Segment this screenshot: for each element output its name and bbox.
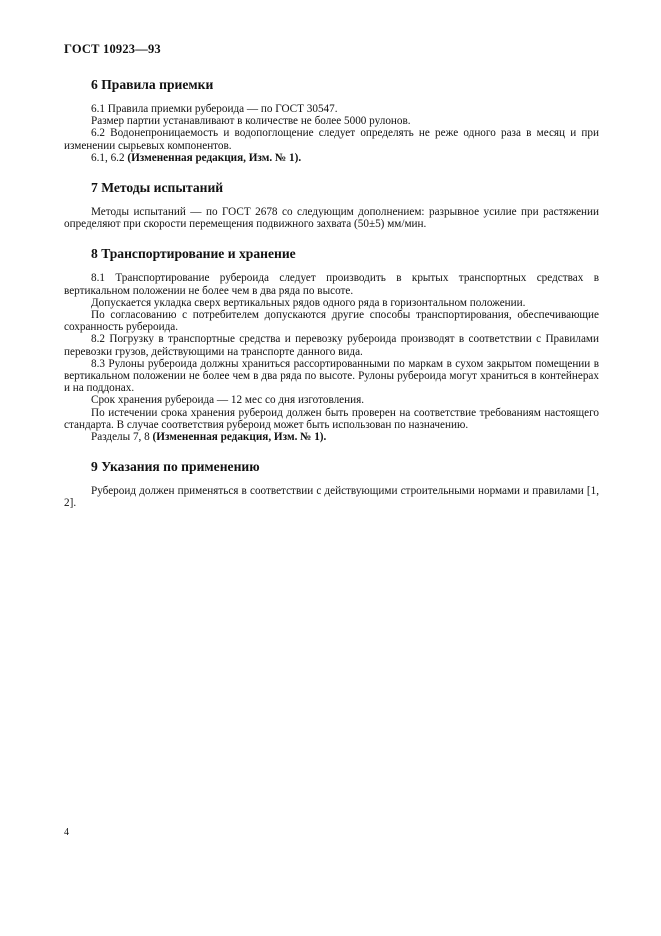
paragraph: Рубероид должен применяться в соответствии с действующими строительными нормами и правилами [1, 2]. xyxy=(64,485,599,510)
section-7 xyxy=(64,179,599,230)
paragraph: По истечении срока хранения рубероид должен быть проверен на соответствие требованиям настоящего стандарта. В случае соответствия рубероид может быть использован по назначению. xyxy=(64,406,599,431)
paragraph: 8.1 Транспортирование рубероида следует производить в крытых транспортных средствах в вертикальном положении не более чем в два ряда по высоте. xyxy=(64,272,599,297)
paragraph: 8.3 Рулоны рубероида должны храниться рассортированными по маркам в сухом закрытом помещении в вертикальном положении не более чем в два ряда по высоте. Рулоны рубероида могут храниться в контейнерах и на поддонах. xyxy=(64,357,599,395)
section-8 xyxy=(64,245,599,443)
section-6 xyxy=(64,76,599,164)
note-prefix: Разделы 7, 8 xyxy=(91,431,153,444)
amendment-note xyxy=(64,431,599,443)
paragraph: Срок хранения рубероида — 12 мес со дня изготовления. xyxy=(91,394,365,407)
page-number: 4 xyxy=(64,827,69,838)
section-title: 8 Транспортирование и хранение xyxy=(91,246,296,262)
note-bold: (Измененная редакция, Изм. № 1). xyxy=(152,431,327,444)
paragraph: 6.2 Водонепроницаемость и водопоглощение следует определять не реже одного раза в месяц и при изменении сырьевых компонентов. xyxy=(64,127,599,152)
paragraph: Допускается укладка сверх вертикальных рядов одного ряда в горизонтальном положении. xyxy=(91,296,526,309)
paragraph: Методы испытаний — по ГОСТ 2678 со следующим дополнением: разрывное усилие при растяжении определяют при скорости перемещения подвижного захвата (50±5) мм/мин. xyxy=(64,206,599,231)
paragraph: 6.1 Правила приемки рубероида — по ГОСТ 30547. xyxy=(91,103,338,115)
section-title: 6 Правила приемки xyxy=(91,77,214,92)
note-bold: (Измененная редакция, Изм. № 1). xyxy=(127,151,302,164)
amendment-note xyxy=(64,152,599,164)
document-header: ГОСТ 10923—93 xyxy=(64,42,161,56)
paragraph: Размер партии устанавливают в количестве не более 5000 рулонов. xyxy=(91,115,411,128)
paragraph: По согласованию с потребителем допускаются другие способы транспортирования, обеспечивающие сохранность рубероида. xyxy=(64,309,599,334)
document-body xyxy=(64,76,599,525)
note-prefix: 6.1, 6.2 xyxy=(91,151,128,164)
paragraph: 8.2 Погрузку в транспортные средства и перевозку рубероида производят в соответствии с Правилами перевозки грузов, действующими на транспорте данного вида. xyxy=(64,333,599,358)
section-title: 7 Методы испытаний xyxy=(91,180,224,196)
section-9 xyxy=(64,458,599,509)
section-title: 9 Указания по применению xyxy=(91,459,260,475)
